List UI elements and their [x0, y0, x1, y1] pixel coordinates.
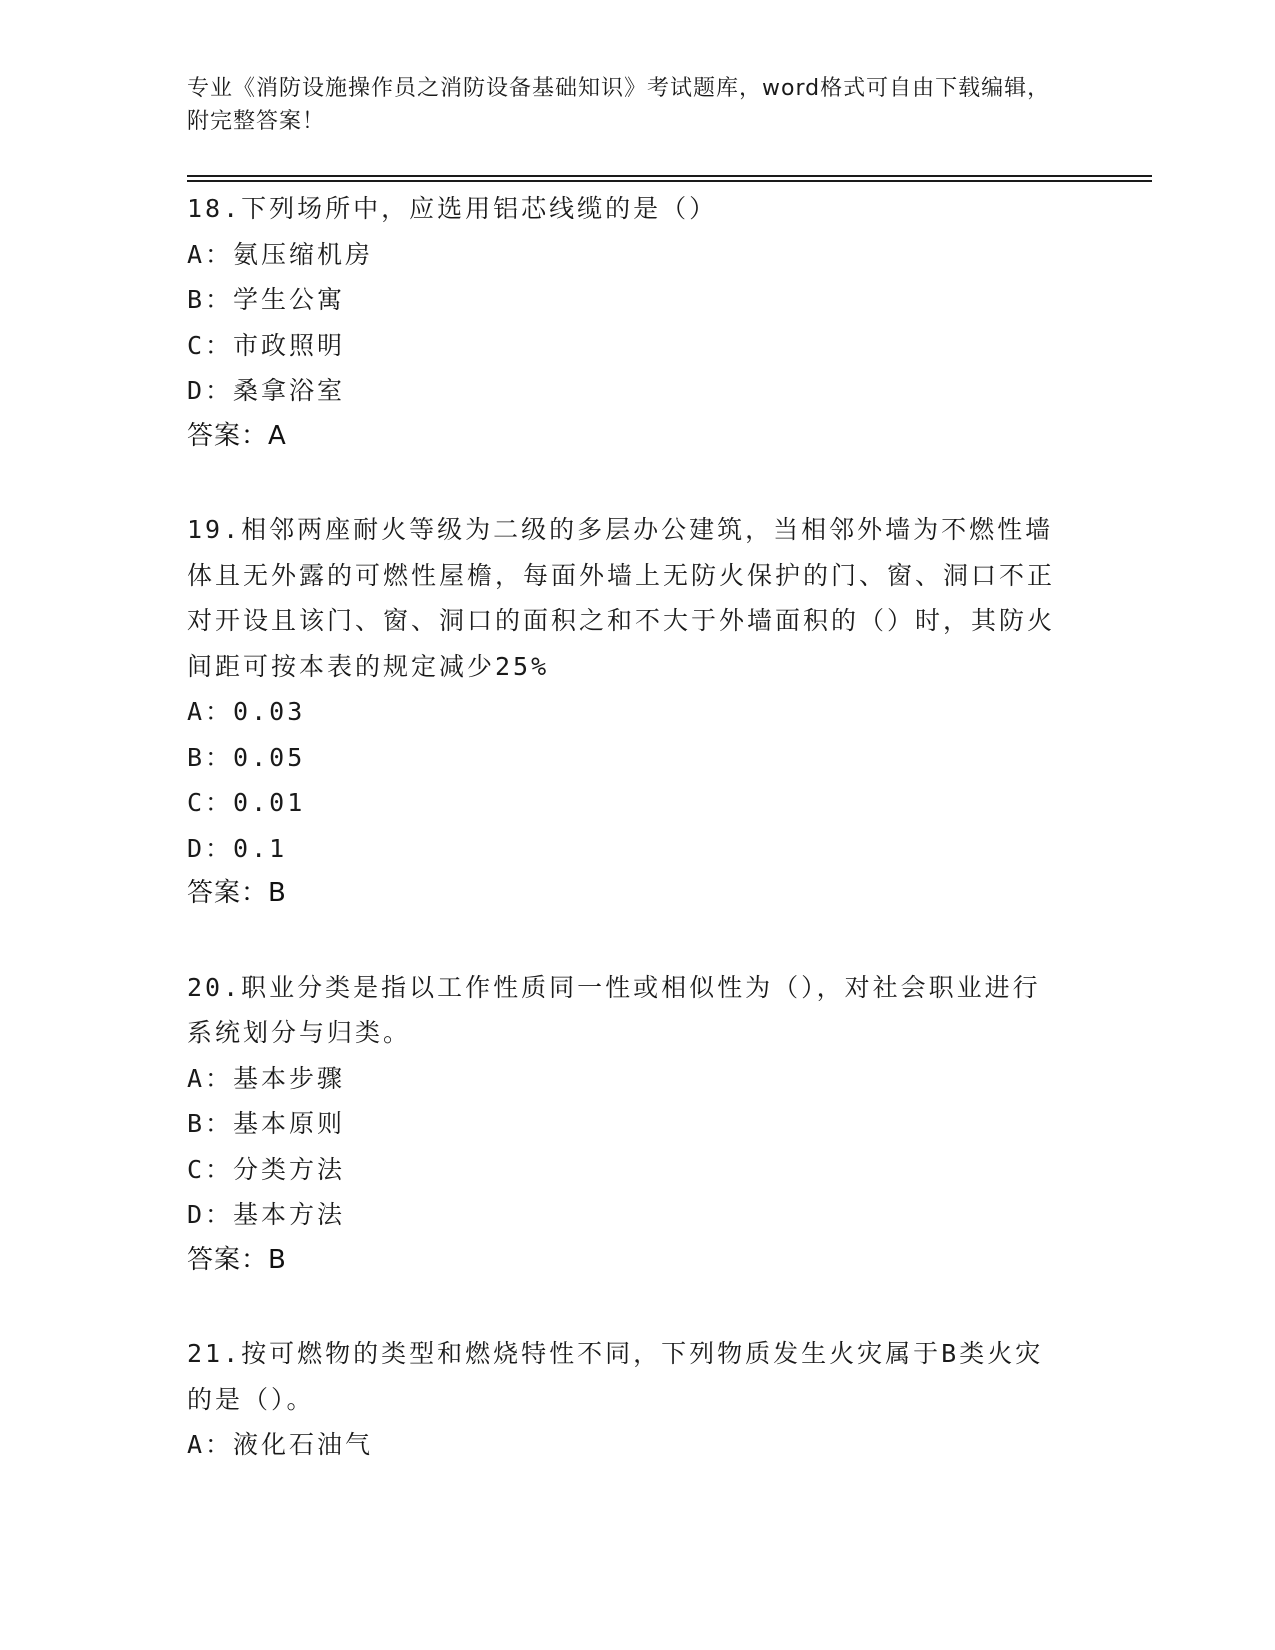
header-divider-bottom	[187, 180, 1152, 182]
question-stem: 18.下列场所中，应选用铝芯线缆的是（）	[187, 194, 718, 223]
option-d: D：桑拿浴室	[187, 376, 346, 405]
question-stem: 20.职业分类是指以工作性质同一性或相似性为（），对社会职业进行系统划分与归类。	[187, 972, 1041, 1047]
option-b: B：基本原则	[187, 1109, 346, 1138]
option-c: C：0.01	[187, 788, 306, 817]
option-a: A：液化石油气	[187, 1430, 374, 1459]
option-b: B：学生公寓	[187, 285, 346, 314]
question-list	[187, 186, 1067, 1516]
question-20	[187, 965, 1067, 1284]
option-c: C：分类方法	[187, 1154, 346, 1184]
question-19	[187, 507, 1067, 917]
option-d: D：基本方法	[187, 1200, 346, 1229]
question-stem: 19.相邻两座耐火等级为二级的多层办公建筑，当相邻外墙为不燃性墙体且无外露的可燃性屋檐，每面外墙上无防火保护的门、窗、洞口不正对开设且该门、窗、洞口的面积之和不大于外墙面积的（）时，其防火间距可按本表的规定减少25%	[187, 515, 1056, 681]
question-18	[187, 186, 1067, 459]
question-21	[187, 1331, 1067, 1468]
answer-label: 答案：A	[187, 420, 287, 451]
header-divider-top	[187, 175, 1152, 177]
option-a: A：0.03	[187, 697, 306, 726]
answer-label: 答案：B	[187, 878, 287, 908]
document-header: 专业《消防设施操作员之消防设备基础知识》考试题库，word格式可自由下载编辑，附完整答案！	[187, 76, 1051, 134]
answer-label: 答案：B	[187, 1244, 287, 1275]
option-a: A：基本步骤	[187, 1063, 346, 1093]
option-a: A：氨压缩机房	[187, 239, 374, 269]
option-d: D：0.1	[187, 833, 288, 863]
option-b: B：0.05	[187, 742, 306, 772]
question-stem: 21.按可燃物的类型和燃烧特性不同，下列物质发生火灾属于B类火灾的是（）。	[187, 1339, 1044, 1414]
option-c: C：市政照明	[187, 330, 346, 360]
